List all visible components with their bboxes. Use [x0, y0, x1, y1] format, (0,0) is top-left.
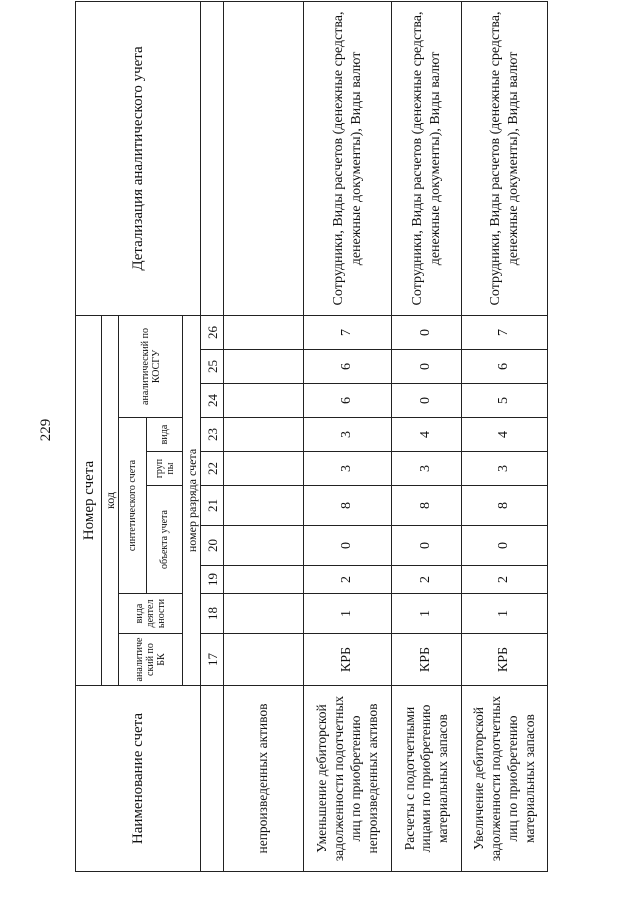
cell-21: 8: [392, 486, 462, 526]
cell-24: 6: [304, 384, 392, 418]
detail: Сотрудники, Виды расчетов (денежные средства, денежные документы), Виды валют: [462, 1, 548, 315]
digit-cell: 18: [201, 594, 224, 634]
cell-21: 8: [462, 486, 548, 526]
cell-20: [224, 526, 304, 566]
digit-cell: 26: [201, 315, 224, 349]
cell-26: [224, 315, 304, 349]
account-name: Увеличение дебиторской задолженности подотчетных лиц по приобретению материальных запасов: [462, 686, 548, 872]
cell-24: 5: [462, 384, 548, 418]
cell-18: [224, 594, 304, 634]
cell-23: 4: [392, 418, 462, 452]
detail: [224, 1, 304, 315]
cell-20: 0: [462, 526, 548, 566]
cell-18: 1: [304, 594, 392, 634]
detail: Сотрудники, Виды расчетов (денежные средства, денежные документы), Виды валют: [304, 1, 392, 315]
cell-20: 0: [392, 526, 462, 566]
cell-19: [224, 566, 304, 594]
cell-20: 0: [304, 526, 392, 566]
header-analytic-bk: аналитиче ский по БК: [119, 634, 183, 686]
digit-cell: 22: [201, 452, 224, 486]
cell-17: КРБ: [304, 634, 392, 686]
account-name: непроизведенных активов: [224, 686, 304, 872]
table-row: [392, 1, 462, 871]
cell-18: 1: [462, 594, 548, 634]
cell-24: 0: [392, 384, 462, 418]
digit-spacer-right: [201, 1, 224, 315]
cell-17: КРБ: [462, 634, 548, 686]
page-number: 229: [38, 418, 54, 442]
cell-21: 8: [304, 486, 392, 526]
table-header: [76, 1, 224, 871]
cell-25: 6: [462, 350, 548, 384]
cell-26: 7: [462, 315, 548, 349]
cell-22: 3: [392, 452, 462, 486]
table-row: [304, 1, 392, 871]
cell-17: [224, 634, 304, 686]
header-activity-type: вида деятел ьности: [119, 594, 183, 634]
cell-23: [224, 418, 304, 452]
cell-21: [224, 486, 304, 526]
cell-25: 0: [392, 350, 462, 384]
header-kind: вида: [147, 418, 183, 452]
cell-22: 3: [304, 452, 392, 486]
table-row: [224, 1, 304, 871]
rotated-sheet: [75, 2, 545, 872]
digit-cell: 25: [201, 350, 224, 384]
account-name: Уменьшение дебиторской задолженности подотчетных лиц по приобретению непроизведенных активов: [304, 686, 392, 872]
cell-22: [224, 452, 304, 486]
digit-cell: 23: [201, 418, 224, 452]
digit-cell: 20: [201, 526, 224, 566]
cell-19: 2: [304, 566, 392, 594]
digit-cell: 24: [201, 384, 224, 418]
accounts-table: [75, 1, 548, 872]
detail: Сотрудники, Виды расчетов (денежные средства, денежные документы), Виды валют: [392, 1, 462, 315]
cell-18: 1: [392, 594, 462, 634]
digit-cell: 19: [201, 566, 224, 594]
header-digit-label: номер разряда счета: [183, 315, 201, 685]
cell-22: 3: [462, 452, 548, 486]
header-analytic-kosgu: аналитический по КОСГУ: [119, 315, 183, 417]
account-name: Расчеты с подотчетными лицами по приобретению материальных запасов: [392, 686, 462, 872]
digit-cell: 21: [201, 486, 224, 526]
cell-19: 2: [392, 566, 462, 594]
cell-26: 7: [304, 315, 392, 349]
cell-17: КРБ: [392, 634, 462, 686]
cell-25: 6: [304, 350, 392, 384]
cell-25: [224, 350, 304, 384]
header-detail: Детализация аналитического учета: [76, 1, 201, 315]
cell-19: 2: [462, 566, 548, 594]
header-account-name: Наименование счета: [76, 686, 201, 872]
cell-23: 3: [304, 418, 392, 452]
cell-23: 4: [462, 418, 548, 452]
table-body: [224, 1, 548, 871]
digit-spacer-left: [201, 686, 224, 872]
header-synthetic: синтетического счета: [119, 418, 147, 594]
header-code: код: [102, 315, 119, 685]
header-group: груп пы: [147, 452, 183, 486]
cell-24: [224, 384, 304, 418]
header-account-object: объекта учета: [147, 486, 183, 594]
digit-cell: 17: [201, 634, 224, 686]
table-row: [462, 1, 548, 871]
cell-26: 0: [392, 315, 462, 349]
header-account-number: Номер счета: [76, 315, 102, 685]
